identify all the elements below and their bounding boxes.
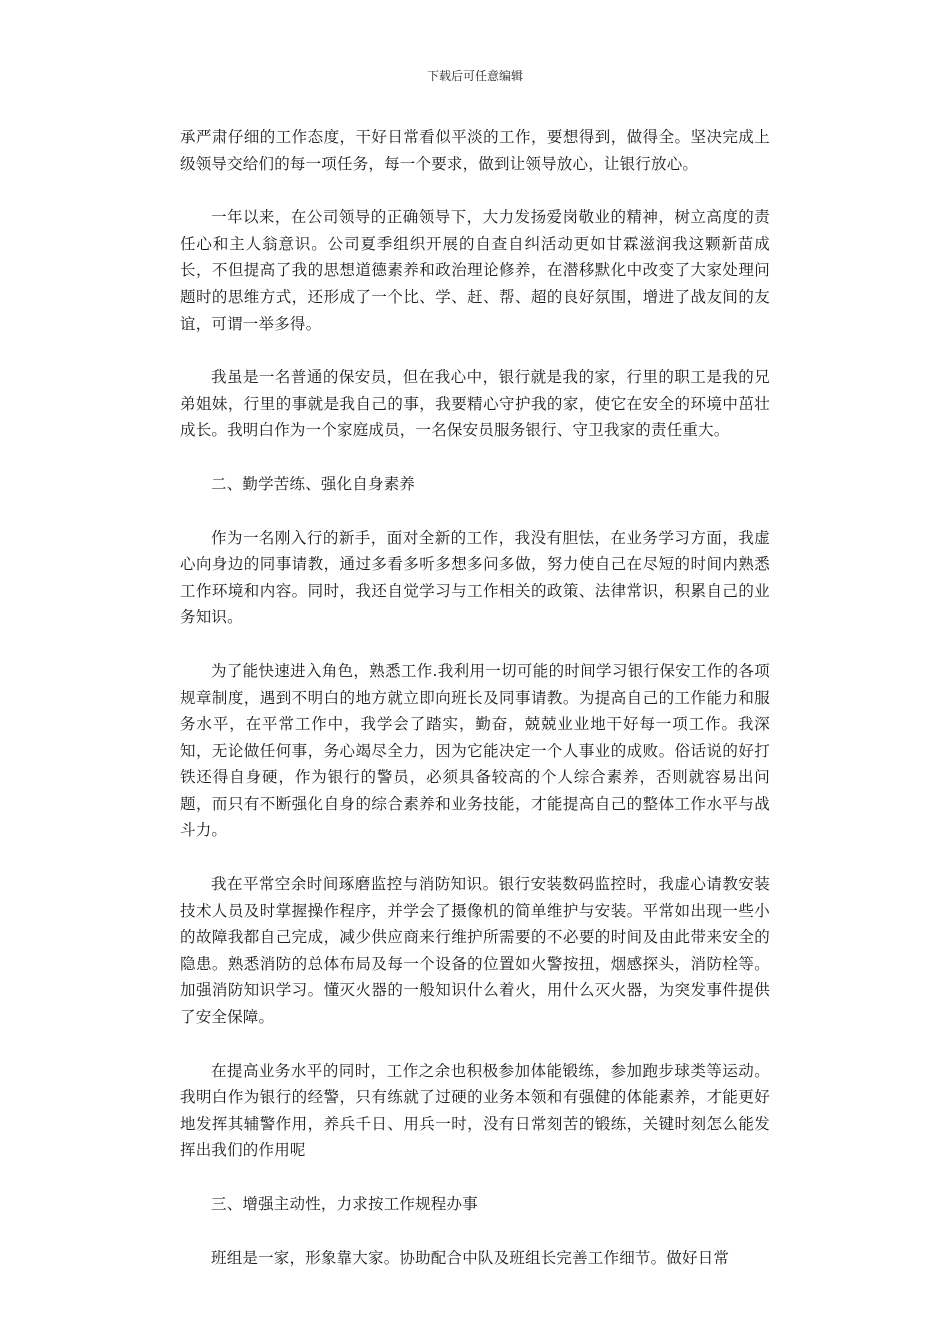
paragraph-continuation: 承严肃仔细的工作态度，干好日常看似平淡的工作，要想得到，做得全。坚决完成上级领导交给们的每一项任务，每一个要求，做到让领导放心，让银行放心。 bbox=[180, 128, 770, 173]
document-body bbox=[180, 124, 770, 1271]
paragraph-gap bbox=[180, 1164, 770, 1191]
paragraph-fitness: 在提高业务水平的同时，工作之余也积极参加体能锻练，参加跑步球类等运动。我明白作为银行的经警，只有练就了过硬的业务本领和有强健的体能素养，才能更好地发挥其辅警作用，养兵千日、用兵一时，没有日常刻苦的锻练，关键时刻怎么能发挥出我们的作用呢 bbox=[180, 1061, 770, 1160]
paragraph-gap bbox=[180, 1218, 770, 1245]
paragraph-gap bbox=[180, 631, 770, 658]
paragraph-monitoring-fire: 我在平常空余时间琢磨监控与消防知识。银行安装数码监控时，我虚心请教安装技术人员及时掌握操作程序，并学会了摄像机的简单维护与安装。平常如出现一些小的故障我都自己完成，减少供应商来行维护所需要的不必要的时间及由此带来安全的隐患。熟悉消防的总体布局及每一个设备的位置如火警按扭，烟感探头，消防栓等。加强消防知识学习。懂灭火器的一般知识什么着火，用什么灭火器，为突发事件提供了安全保障。 bbox=[180, 875, 770, 1027]
paragraph-gap bbox=[180, 444, 770, 471]
paragraph-security-guard: 我虽是一名普通的保安员，但在我心中，银行就是我的家，行里的职工是我的兄弟姐妹，行里的事就是我自己的事，我要精心守护我的家，使它在安全的环境中茁壮成长。我明白作为一个家庭成员，一名保安员服务银行、守卫我家的责任重大。 bbox=[180, 368, 770, 440]
paragraph-leadership: 一年以来，在公司领导的正确领导下，大力发扬爱岗敬业的精神，树立高度的责任心和主人翁意识。公司夏季组织开展的自查自纠活动更如甘霖滋润我这颗新苗成长，不但提高了我的思想道德素养和政治理论修养，在潜移默化中改变了大家处理问题时的思维方式，还形成了一个比、学、赶、帮、超的良好氛围，增进了战友间的友谊，可谓一举多得。 bbox=[180, 208, 770, 333]
paragraph-gap bbox=[180, 844, 770, 871]
paragraph-role-adaptation: 为了能快速进入角色，熟悉工作.我利用一切可能的时间学习银行保安工作的各项规章制度，遇到不明白的地方就立即向班长及同事请教。为提高自己的工作能力和服务水平，在平常工作中，我学会了踏实，勤奋，兢兢业业地干好每一项工作。我深知，无论做任何事，务心竭尽全力，因为它能决定一个人事业的成败。俗话说的好打铁还得自身硬，作为银行的警员，必须具备较高的个人综合素养，否则就容易出问题，而只有不断强化自身的综合素养和业务技能，才能提高自己的整体工作水平与战斗力。 bbox=[180, 661, 770, 840]
paragraph-team: 班组是一家，形象靠大家。协助配合中队及班组长完善工作细节。做好日常 bbox=[211, 1248, 730, 1267]
paragraph-gap bbox=[180, 1031, 770, 1058]
section-heading-2: 二、勤学苦练、强化自身素养 bbox=[211, 474, 416, 493]
paragraph-new-hire: 作为一名刚入行的新手，面对全新的工作，我没有胆怯，在业务学习方面，我虚心向身边的同事请教，通过多看多听多想多问多做，努力使自己在尽短的时间内熟悉工作环境和内容。同时，我还自觉学习与工作相关的政策、法律常识，积累自己的业务知识。 bbox=[180, 528, 770, 627]
page-header-note: 下载后可任意编辑 bbox=[426, 69, 523, 83]
paragraph-gap bbox=[180, 177, 770, 204]
section-heading-3: 三、增强主动性，力求按工作规程办事 bbox=[211, 1195, 478, 1213]
paragraph-gap bbox=[180, 337, 770, 364]
paragraph-gap bbox=[180, 498, 770, 525]
